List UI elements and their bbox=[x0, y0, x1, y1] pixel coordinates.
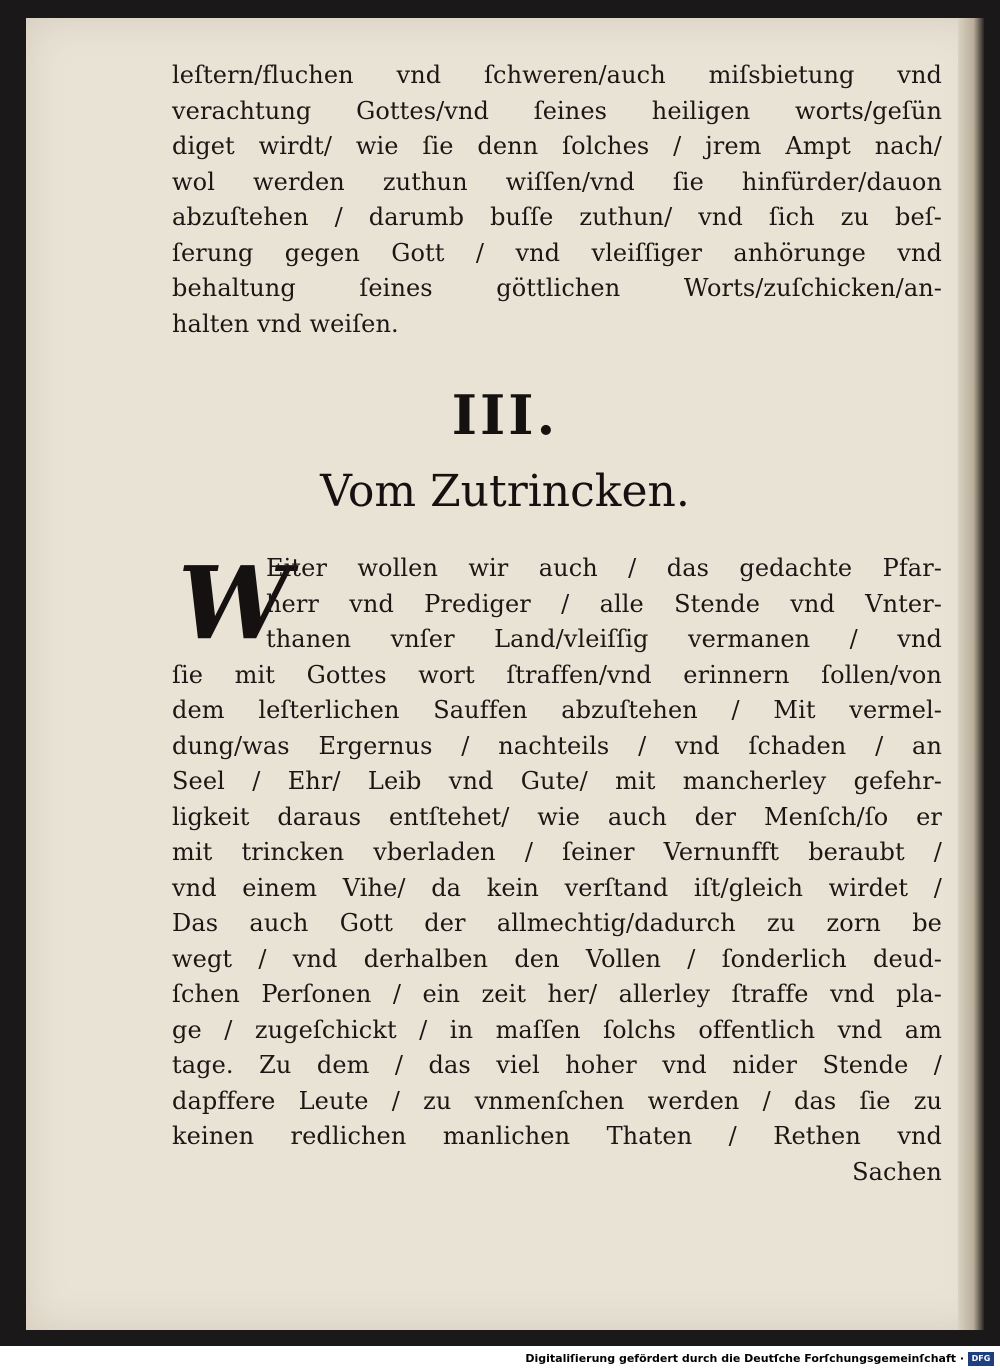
text-line: vnd einem Vihe/ da kein verſtand iſt/gleich wirdet / bbox=[172, 873, 942, 902]
book-page bbox=[26, 18, 984, 1330]
text-line: mit trincken vberladen / ſeiner Vernunfft beraubt / bbox=[172, 838, 942, 866]
text-line: ge / zugeſchickt / in maſſen ſolchs offentlich vnd am bbox=[172, 1015, 942, 1044]
text-line: halten vnd weiſen. bbox=[172, 309, 399, 338]
text-line: ſerung gegen Gott / vnd vleiſſiger anhörunge vnd bbox=[172, 238, 942, 267]
dfg-logo-icon: DFG bbox=[968, 1352, 994, 1366]
paragraph-continuation bbox=[172, 58, 942, 342]
text-line: wegt / vnd derhalben den Vollen / ſonderlich deud- bbox=[172, 944, 942, 973]
drop-cap: W bbox=[178, 544, 291, 662]
text-line: Eiter wollen wir auch / das gedachte Pfar- bbox=[266, 554, 942, 582]
text-line: Seel / Ehr/ Leib vnd Gute/ mit mancherley gefehr- bbox=[172, 767, 942, 795]
text-line: dapffere Leute / zu vnmenſchen werden / das ſie zu bbox=[172, 1086, 942, 1115]
footer-bar bbox=[0, 1346, 1000, 1370]
text-line: dung/was Ergernus / nachteils / vnd ſchaden / an bbox=[172, 731, 942, 760]
text-line: leſtern/fluchen vnd ſchweren/auch miſsbietung vnd bbox=[172, 61, 942, 89]
catchword: Sachen bbox=[852, 1157, 942, 1186]
funding-credit: Digitaliſierung gefördert durch die Deutſche Forſchungsgemeinſchaft · bbox=[525, 1352, 964, 1365]
section-title: Vom Zutrincken. bbox=[320, 466, 690, 517]
text-line: Das auch Gott der allmechtig/dadurch zu zorn be bbox=[172, 909, 942, 937]
text-line: diget wirdt/ wie ſie denn ſolches / jrem Ampt nach/ bbox=[172, 132, 942, 160]
text-line: verachtung Gottes/vnd ſeines heiligen worts/geſün bbox=[172, 96, 942, 125]
text-line: tage. Zu dem / das viel hoher vnd nider Stende / bbox=[172, 1051, 942, 1079]
text-line: keinen redlichen manlichen Thaten / Rethen vnd bbox=[172, 1122, 942, 1150]
text-line: wol werden zuthun wiſſen/vnd ſie hinfürder/dauon bbox=[172, 167, 942, 196]
text-line: behaltung ſeines göttlichen Worts/zuſchicken/an- bbox=[172, 274, 942, 302]
section-number: III. bbox=[451, 383, 559, 447]
page-gutter bbox=[958, 18, 984, 1330]
text-line: abzuſtehen / darumb buſſe zuthun/ vnd ſich zu beſ- bbox=[172, 203, 942, 231]
paragraph-main bbox=[172, 544, 942, 1190]
text-line: ligkeit daraus entſtehet/ wie auch der Menſch/ſo er bbox=[172, 802, 942, 831]
text-line: herr vnd Prediger / alle Stende vnd Vnter- bbox=[266, 589, 942, 618]
text-line: ſchen Perſonen / ein zeit her/ allerley ſtraffe vnd pla- bbox=[172, 980, 942, 1008]
text-line: ſie mit Gottes wort ſtraffen/vnd erinnern ſollen/von bbox=[172, 660, 942, 689]
text-line: thanen vnſer Land/vleiſſig vermanen / vnd bbox=[266, 625, 942, 653]
text-line: dem leſterlichen Sauffen abzuſtehen / Mit vermel- bbox=[172, 696, 942, 724]
